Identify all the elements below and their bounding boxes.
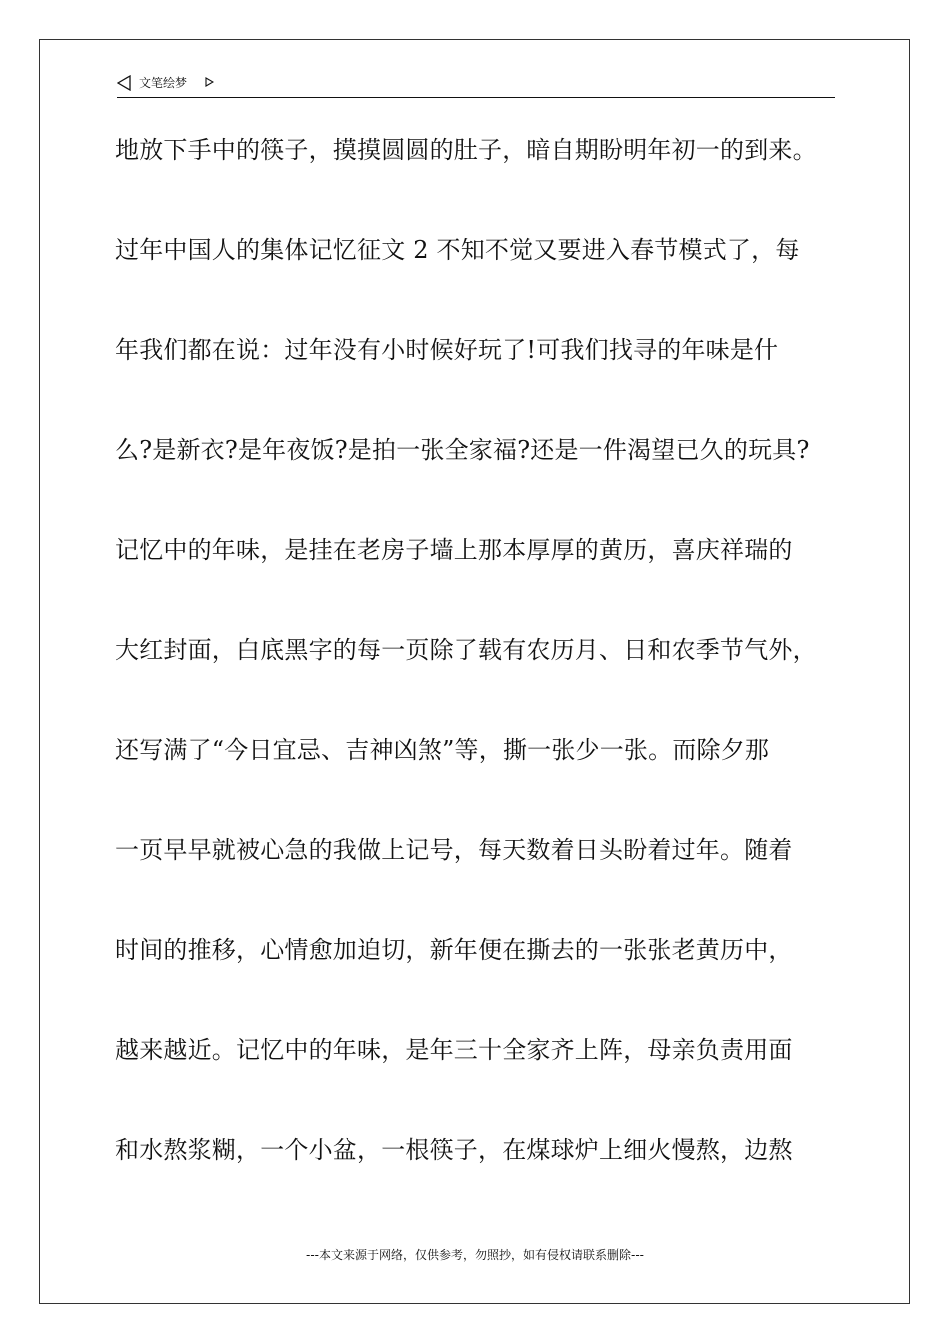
footer-disclaimer: ---本文来源于网络，仅供参考，勿照抄，如有侵权请联系删除---: [306, 1248, 644, 1262]
triangle-right-icon: [205, 77, 214, 87]
triangle-left-icon: [117, 75, 131, 91]
text-line: 过年中国人的集体记忆征文 2 不知不觉又要进入春节模式了，每: [115, 236, 800, 264]
text-line: 记忆中的年味，是挂在老房子墙上那本厚厚的黄历，喜庆祥瑞的: [115, 536, 793, 564]
text-line: 和水熬浆糊，一个小盆，一根筷子，在煤球炉上细火慢熬，边熬: [115, 1136, 793, 1164]
header-title: 文笔绘梦: [139, 76, 188, 90]
text-line: 么?是新衣?是年夜饭?是拍一张全家福?还是一件渴望已久的玩具?: [115, 436, 810, 464]
text-line: 年我们都在说：过年没有小时候好玩了!可我们找寻的年味是什: [115, 336, 779, 364]
text-line: 时间的推移，心情愈加迫切，新年便在撕去的一张张老黄历中，: [115, 936, 793, 964]
text-line: 一页早早就被心急的我做上记号，每天数着日头盼着过年。随着: [115, 836, 793, 864]
page-frame: [39, 39, 910, 1304]
text-line: 大红封面，白底黑字的每一页除了载有农历月、日和农季节气外，: [115, 636, 817, 664]
text-line: 还写满了“今日宜忌、吉神凶煞”等，撕一张少一张。而除夕那: [115, 736, 770, 764]
page-header: [117, 74, 835, 98]
text-line: 越来越近。记忆中的年味，是年三十全家齐上阵，母亲负责用面: [115, 1036, 793, 1064]
text-line: 地放下手中的筷子，摸摸圆圆的肚子，暗自期盼明年初一的到来。: [115, 136, 817, 164]
